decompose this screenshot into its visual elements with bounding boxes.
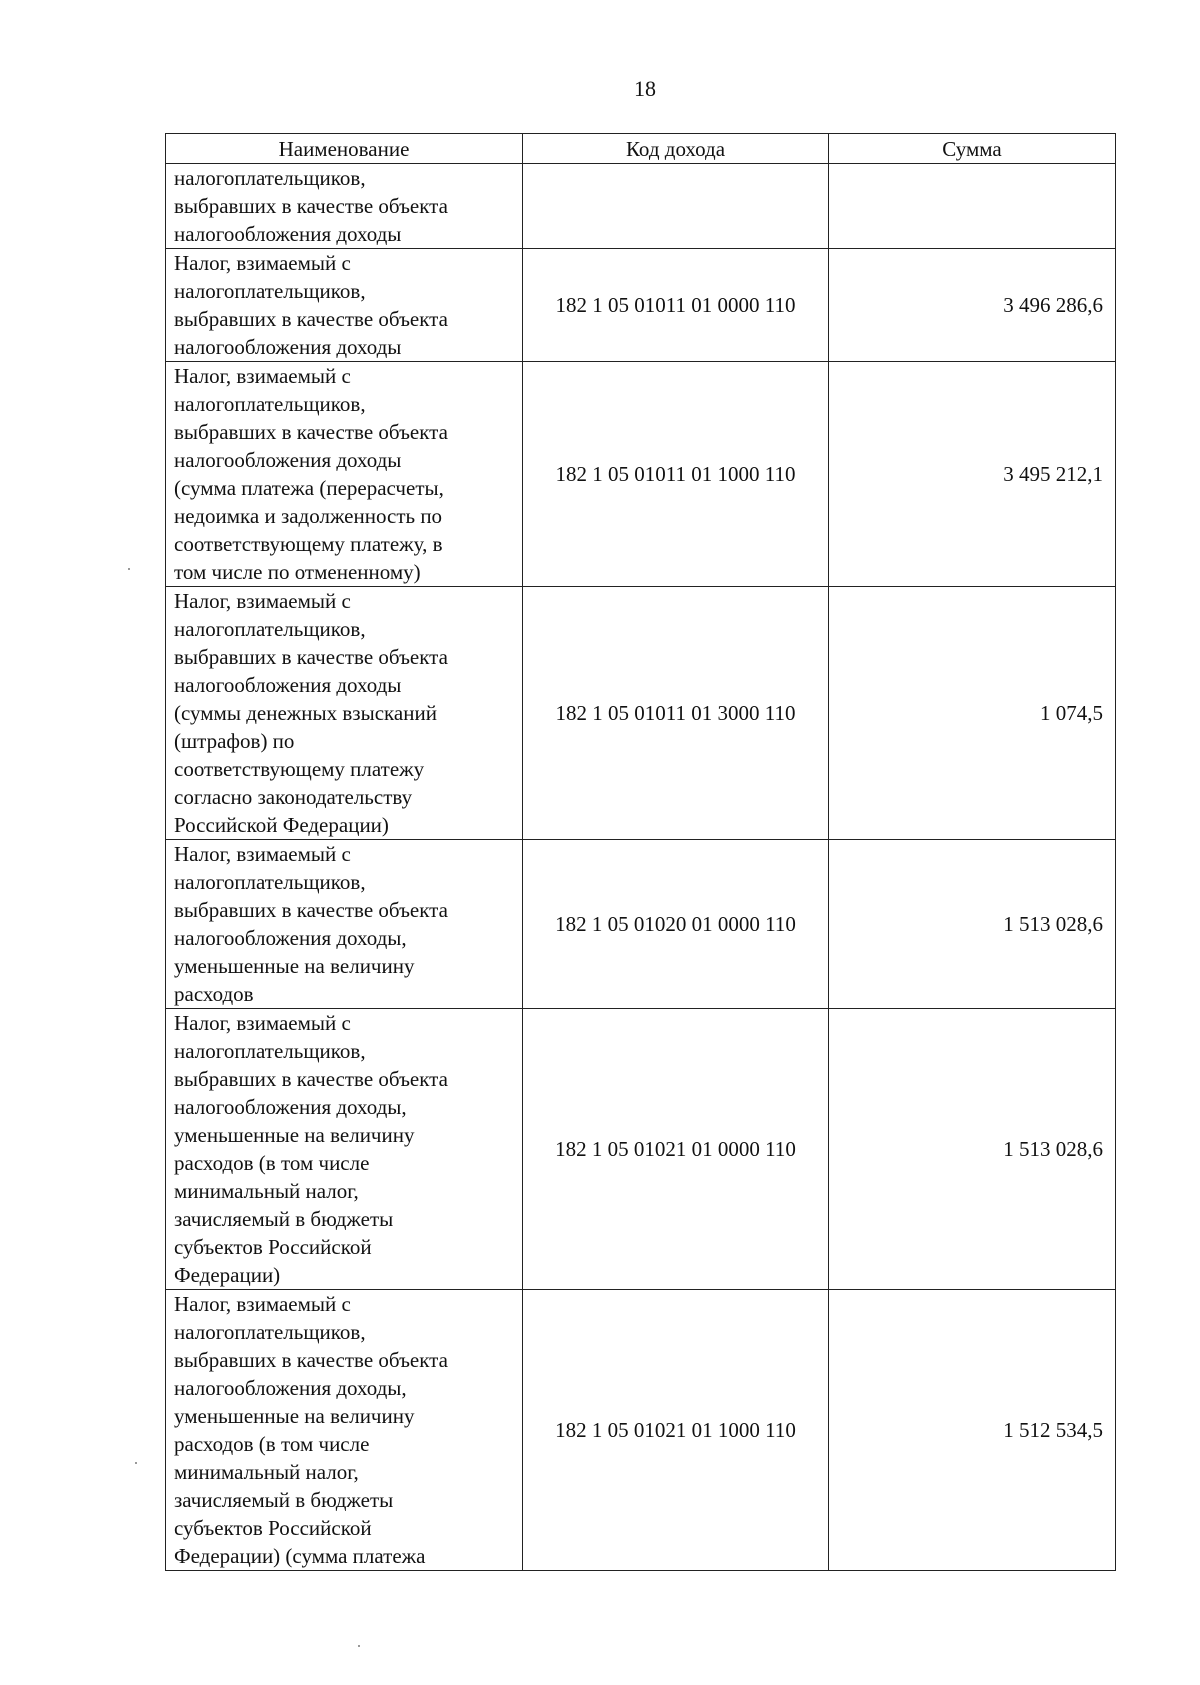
name-cell: Налог, взимаемый с налогоплательщиков, выбравших в качестве объекта налогообложения доходы, уменьшенные на величину расходов (в том числе минимальный налог, зачисляемый в бюджеты субъектов Российской Федерации) bbox=[166, 1009, 523, 1290]
scan-speck bbox=[358, 1645, 360, 1647]
sum-cell: 1 513 028,6 bbox=[829, 840, 1116, 1009]
table-body bbox=[166, 164, 1116, 1571]
name-cell: налогоплательщиков, выбравших в качестве объекта налогообложения доходы bbox=[166, 164, 523, 249]
table-header-row bbox=[166, 134, 1116, 164]
scan-speck bbox=[128, 568, 130, 570]
header-name: Наименование bbox=[166, 134, 523, 164]
table-row bbox=[166, 362, 1116, 587]
name-cell: Налог, взимаемый с налогоплательщиков, выбравших в качестве объекта налогообложения доходы, уменьшенные на величину расходов (в том числе минимальный налог, зачисляемый в бюджеты субъектов Российской Федерации) (сумма платежа bbox=[166, 1290, 523, 1571]
sum-cell: 3 495 212,1 bbox=[829, 362, 1116, 587]
code-cell: 182 1 05 01011 01 3000 110 bbox=[523, 587, 829, 840]
revenue-table bbox=[165, 133, 1116, 1571]
code-cell: 182 1 05 01021 01 1000 110 bbox=[523, 1290, 829, 1571]
code-cell: 182 1 05 01021 01 0000 110 bbox=[523, 1009, 829, 1290]
header-sum: Сумма bbox=[829, 134, 1116, 164]
table-row bbox=[166, 1009, 1116, 1290]
code-cell: 182 1 05 01020 01 0000 110 bbox=[523, 840, 829, 1009]
code-cell: 182 1 05 01011 01 0000 110 bbox=[523, 249, 829, 362]
name-cell: Налог, взимаемый с налогоплательщиков, выбравших в качестве объекта налогообложения доходы (суммы денежных взысканий (штрафов) по соответствующему платежу согласно законодательству Российской Федерации) bbox=[166, 587, 523, 840]
sum-cell bbox=[829, 164, 1116, 249]
scan-speck bbox=[135, 1462, 137, 1464]
page-number: 18 bbox=[634, 76, 656, 101]
table-row bbox=[166, 249, 1116, 362]
table-row bbox=[166, 587, 1116, 840]
table-row bbox=[166, 164, 1116, 249]
code-cell bbox=[523, 164, 829, 249]
sum-cell: 1 513 028,6 bbox=[829, 1009, 1116, 1290]
code-cell: 182 1 05 01011 01 1000 110 bbox=[523, 362, 829, 587]
table-row bbox=[166, 840, 1116, 1009]
name-cell: Налог, взимаемый с налогоплательщиков, выбравших в качестве объекта налогообложения доходы bbox=[166, 249, 523, 362]
sum-cell: 3 496 286,6 bbox=[829, 249, 1116, 362]
name-cell: Налог, взимаемый с налогоплательщиков, выбравших в качестве объекта налогообложения доходы, уменьшенные на величину расходов bbox=[166, 840, 523, 1009]
table-row bbox=[166, 1290, 1116, 1571]
sum-cell: 1 512 534,5 bbox=[829, 1290, 1116, 1571]
header-code: Код дохода bbox=[523, 134, 829, 164]
name-cell: Налог, взимаемый с налогоплательщиков, выбравших в качестве объекта налогообложения доходы (сумма платежа (перерасчеты, недоимка и задолженность по соответствующему платежу, в том числе по отмененному) bbox=[166, 362, 523, 587]
sum-cell: 1 074,5 bbox=[829, 587, 1116, 840]
